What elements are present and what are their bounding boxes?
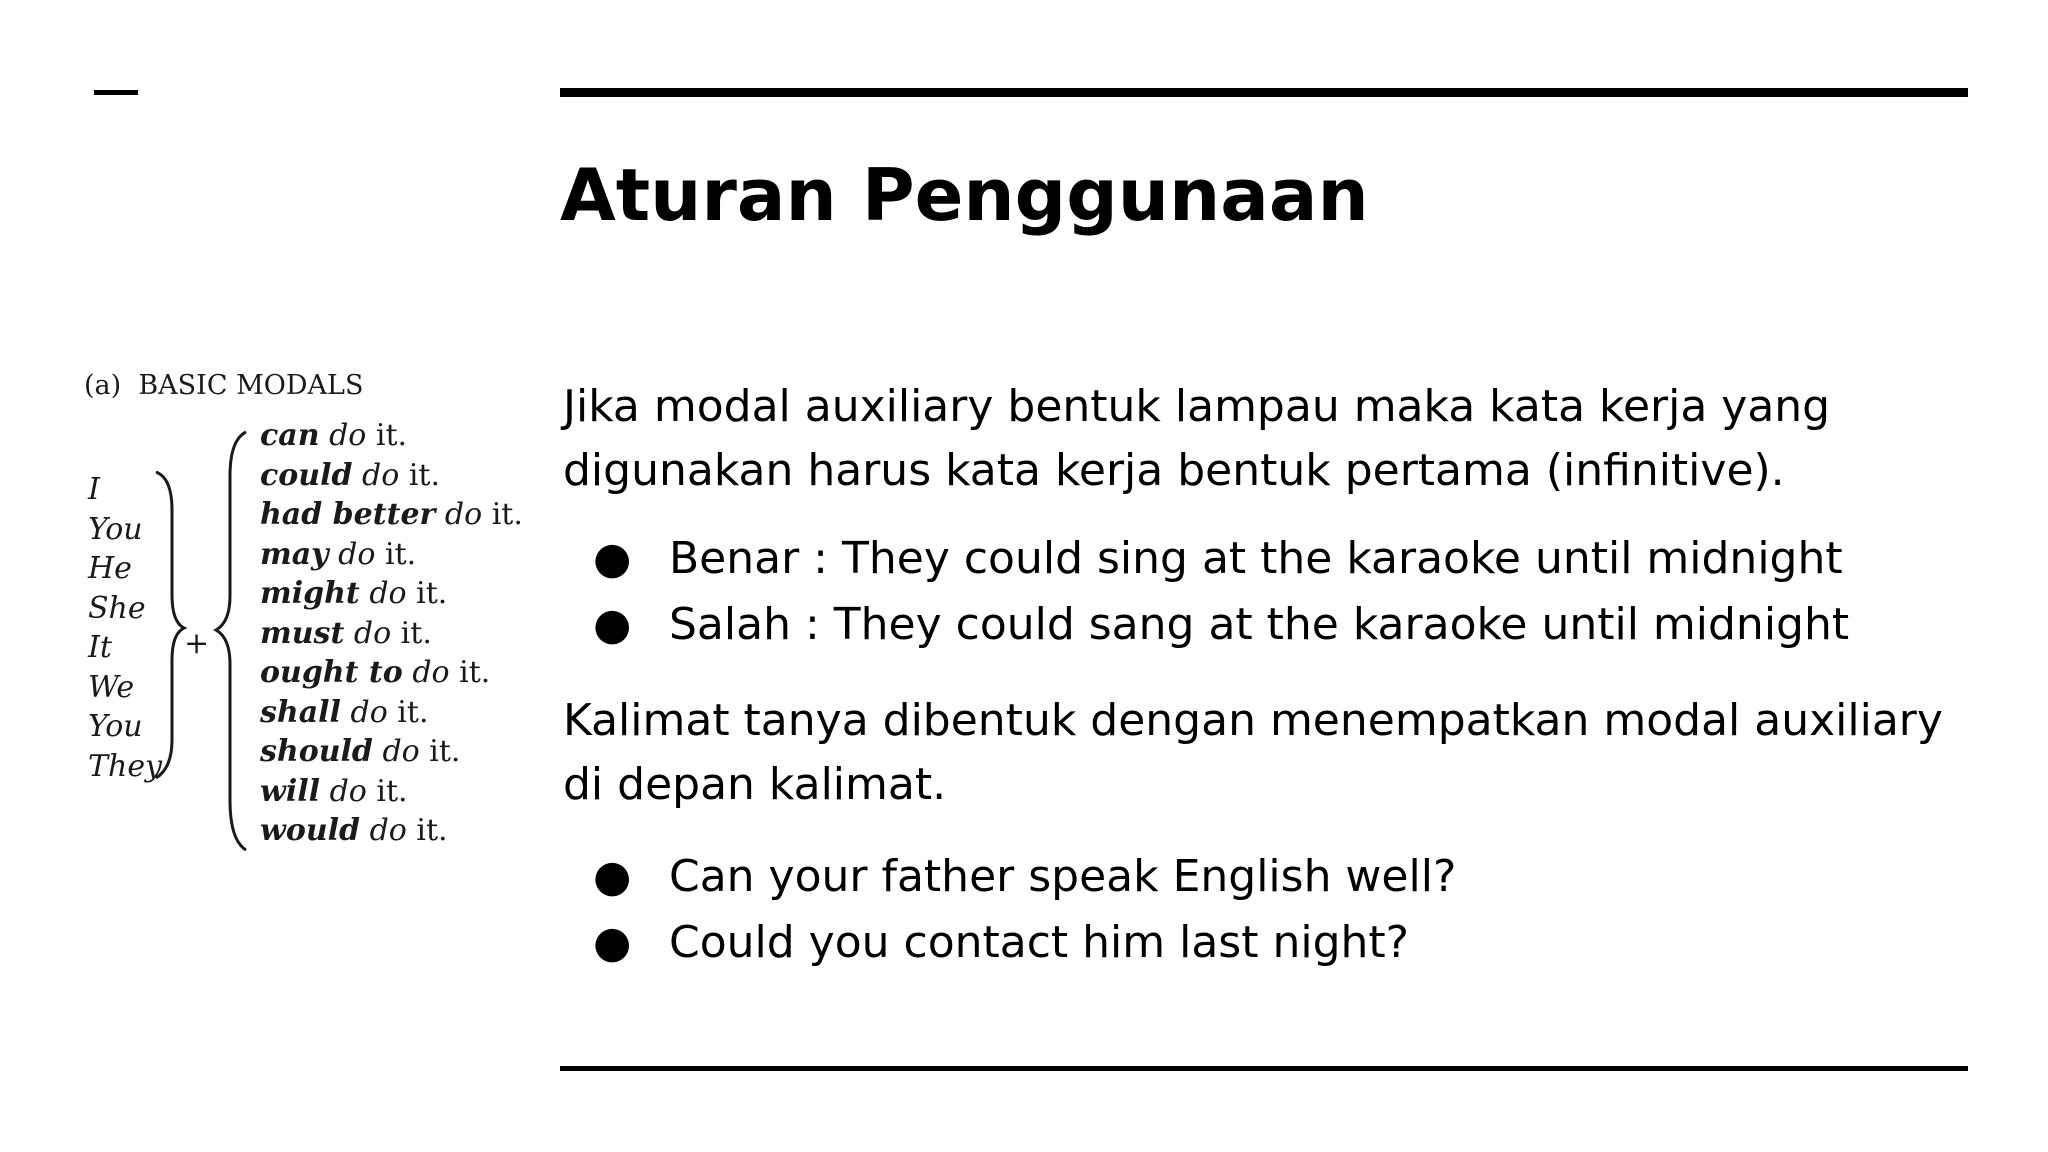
modal-object: it. bbox=[429, 734, 461, 769]
modal-row bbox=[260, 535, 523, 575]
pronoun: You bbox=[88, 709, 143, 744]
modal-object: it. bbox=[416, 576, 448, 611]
modal-verb: do bbox=[329, 418, 367, 453]
slide-body bbox=[563, 375, 1973, 977]
modal-word: could bbox=[260, 457, 353, 493]
list-item bbox=[563, 845, 1973, 911]
modal-object: it. bbox=[408, 457, 441, 493]
modal-word: can bbox=[260, 418, 320, 453]
modal-word: had better bbox=[260, 497, 436, 532]
pronoun: It bbox=[88, 630, 112, 665]
example-question: Could you contact him last night? bbox=[669, 917, 1409, 968]
modal-verb: do bbox=[353, 615, 392, 651]
modal-verb: do bbox=[412, 655, 450, 690]
modal-object: it. bbox=[397, 694, 429, 730]
modal-verb: do bbox=[382, 734, 420, 769]
list-item bbox=[563, 911, 1973, 977]
modal-object: it. bbox=[375, 418, 408, 453]
top-divider bbox=[560, 88, 1968, 97]
modal-word: might bbox=[260, 576, 360, 611]
modal-word: must bbox=[260, 615, 345, 651]
slide-title: Aturan Penggunaan bbox=[560, 153, 1369, 237]
modal-row bbox=[260, 416, 523, 456]
figure-heading-text: BASIC MODALS bbox=[138, 370, 364, 401]
modal-list bbox=[260, 416, 523, 851]
rule-paragraph-question: Kalimat tanya dibentuk dengan menempatkan modal auxiliary di depan kalimat. bbox=[563, 695, 1943, 810]
modal-object: it. bbox=[384, 536, 417, 572]
modal-verb: do bbox=[338, 536, 376, 572]
bullet-icon: ● bbox=[593, 599, 632, 650]
example-question: Can your father speak English well? bbox=[669, 851, 1457, 902]
modal-row bbox=[260, 574, 523, 614]
modal-word: shall bbox=[260, 694, 341, 730]
pronoun: You bbox=[88, 511, 143, 547]
modal-verb: do bbox=[350, 694, 388, 730]
modal-row bbox=[260, 614, 523, 654]
list-item bbox=[563, 527, 1973, 593]
modal-word: will bbox=[260, 773, 321, 809]
example-list-past-modal bbox=[563, 527, 1973, 659]
basic-modals-figure bbox=[84, 360, 544, 860]
modal-row bbox=[260, 495, 523, 535]
modal-object: it. bbox=[400, 615, 432, 651]
example-correct: Benar : They could sing at the karaoke until midnight bbox=[669, 533, 1843, 584]
bullet-icon: ● bbox=[593, 533, 632, 584]
bottom-divider bbox=[560, 1066, 1968, 1071]
modal-verb: do bbox=[329, 773, 367, 809]
modal-word: should bbox=[260, 734, 373, 769]
modal-verb: do bbox=[369, 813, 407, 848]
modal-object: it. bbox=[491, 497, 523, 532]
modal-word: would bbox=[260, 813, 361, 848]
modal-row bbox=[260, 653, 523, 693]
modal-word: may bbox=[260, 536, 329, 572]
pronoun: He bbox=[88, 551, 132, 586]
example-incorrect: Salah : They could sang at the karaoke until midnight bbox=[669, 599, 1850, 650]
pronoun-list bbox=[88, 470, 162, 786]
left-brace bbox=[216, 432, 246, 850]
list-item bbox=[563, 593, 1973, 659]
slide-accent-dash bbox=[94, 90, 138, 95]
figure-label: (a) bbox=[84, 370, 122, 401]
bullet-icon: ● bbox=[593, 851, 632, 902]
modal-row bbox=[260, 456, 523, 496]
modal-row bbox=[260, 732, 523, 772]
pronoun: We bbox=[88, 669, 135, 705]
modal-word: ought to bbox=[260, 655, 403, 690]
modal-verb: do bbox=[362, 457, 400, 493]
modal-object: it. bbox=[459, 655, 491, 690]
modal-object: it. bbox=[416, 813, 448, 848]
modal-object: it. bbox=[376, 773, 408, 809]
rule-paragraph-past-modal: Jika modal auxiliary bentuk lampau maka kata kerja yang digunakan harus kata kerja bentuk pertama (infinitive). bbox=[563, 381, 1831, 496]
modal-row bbox=[260, 811, 523, 851]
pronoun: She bbox=[88, 590, 146, 626]
example-list-question bbox=[563, 845, 1973, 977]
modal-verb: do bbox=[369, 576, 407, 611]
modal-row bbox=[260, 693, 523, 733]
modal-verb: do bbox=[444, 497, 483, 532]
pronoun: They bbox=[88, 748, 163, 784]
pronoun: I bbox=[88, 472, 100, 507]
plus-sign: + bbox=[184, 626, 210, 661]
bullet-icon: ● bbox=[593, 917, 632, 968]
modal-row bbox=[260, 772, 523, 812]
